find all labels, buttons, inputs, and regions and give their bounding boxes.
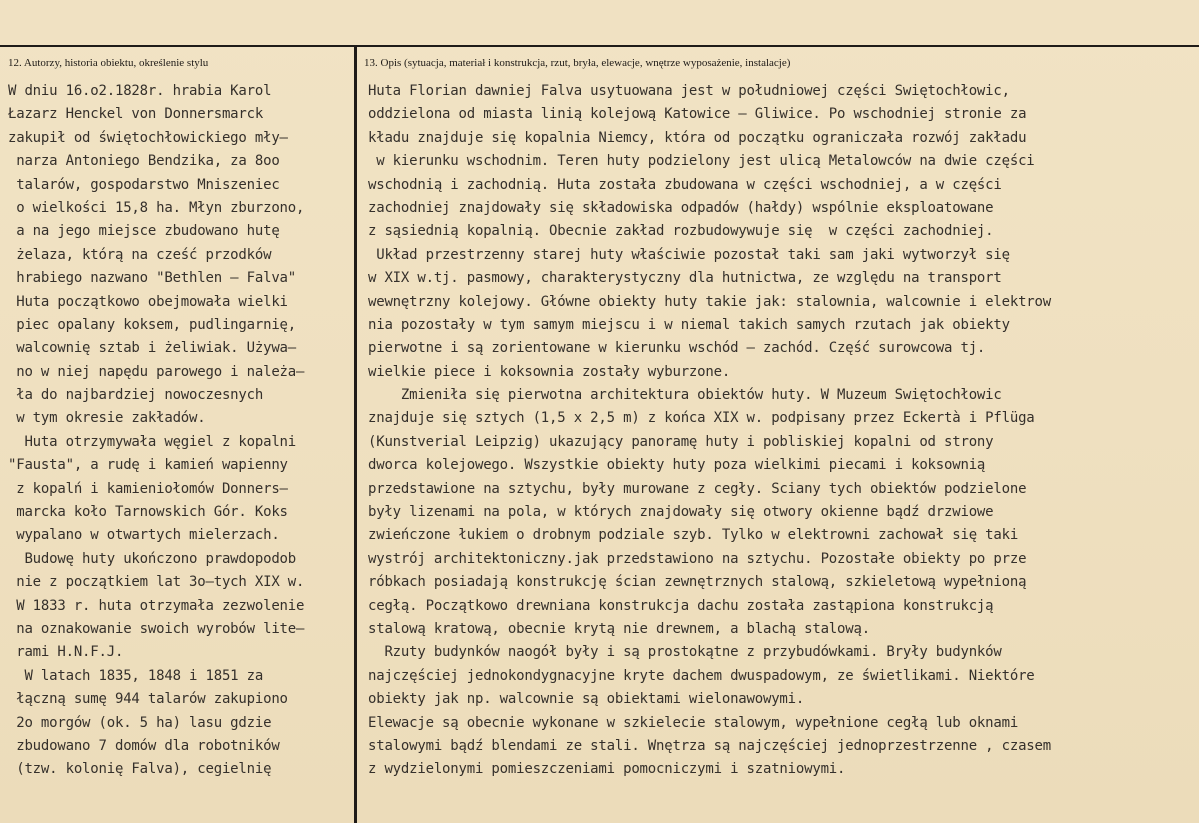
left-column-text	[8, 80, 350, 782]
text-line: a na jego miejsce zbudowano hutę	[8, 223, 280, 240]
text-line: zwieńczone łukiem o drobnym podziale szyb. Tylko w elektrowni zachował się taki	[368, 527, 1019, 544]
text-line: hrabiego nazwano "Bethlen – Falva"	[8, 270, 297, 287]
text-line: najczęściej jednokondygnacyjne kryte dachem dwuspadowym, ze świetlikami. Niektóre	[368, 667, 1035, 684]
text-line: wschodnią i zachodnią. Huta została zbudowana w części wschodniej, a w części	[368, 176, 1002, 193]
top-margin	[0, 0, 1199, 44]
left-column-heading: 12. Autorzy, historia obiektu, określenie stylu	[8, 57, 209, 69]
text-line: nie z początkiem lat 3o–tych XIX w.	[8, 574, 305, 591]
right-column-heading: 13. Opis (sytuacja, materiał i konstrukcja, rzut, bryła, elewacje, wnętrze wyposażenie, instalacje)	[364, 57, 791, 69]
text-line: no w niej napędu parowego i należa–	[8, 363, 305, 380]
text-line: zbudowano 7 domów dla robotników	[8, 737, 280, 754]
text-line: wystrój architektoniczny.jak przedstawiono na sztychu. Pozostałe obiekty po prze	[368, 550, 1027, 567]
text-line: były lizenami na pola, w których znajdowały się otwory okienne bądź drzwiowe	[368, 504, 994, 521]
text-line: (Kunstverial Leipzig) ukazujący panoramę huty i pobliskiej kopalni od strony	[368, 433, 994, 450]
text-line: łączną sumę 944 talarów zakupiono	[8, 691, 288, 708]
text-line: ła do najbardziej nowoczesnych	[8, 387, 264, 404]
text-line: Elewacje są obecnie wykonane w szkielecie stalowym, wypełnione cegłą lub oknami	[368, 714, 1019, 731]
text-line: zakupił od świętochłowickiego mły–	[8, 129, 288, 146]
text-line: stalową kratową, obecnie krytą nie drewnem, a blachą stalową.	[368, 620, 870, 637]
text-line: W dniu 16.o2.1828r. hrabia Karol	[8, 83, 272, 99]
text-line: rami H.N.F.J.	[8, 644, 124, 661]
text-line: Zmieniła się pierwotna architektura obiektów huty. W Muzeum Swiętochłowic	[368, 387, 1002, 404]
text-line: wielkie piece i koksownia zostały wyburzone.	[368, 363, 731, 380]
column-divider	[354, 45, 357, 823]
text-line: Łazarz Henckel von Donnersmarck	[8, 106, 264, 123]
text-line: piec opalany koksem, pudlingarnię,	[8, 316, 297, 333]
text-line: Huta otrzymywała węgiel z kopalni	[8, 433, 297, 450]
text-line: znajduje się sztych (1,5 x 2,5 m) z końca XIX w. podpisany przez Eckertà i Pflüga	[368, 410, 1035, 427]
text-line: dworca kolejowego. Wszystkie obiekty huty poza wielkimi piecami i koksownią	[368, 457, 986, 474]
text-line: oddzielona od miasta linią kolejową Katowice – Gliwice. Po wschodniej stronie za	[368, 106, 1027, 123]
text-line: o wielkości 15,8 ha. Młyn zburzono,	[8, 199, 305, 216]
text-line: talarów, gospodarstwo Mniszeniec	[8, 176, 280, 193]
text-line: wewnętrzny kolejowy. Główne obiekty huty takie jak: stalownia, walcownie i elektrow	[368, 293, 1051, 310]
text-line: Rzuty budynków naogół były i są prostokątne z przybudówkami. Bryły budynków	[368, 644, 1002, 661]
header-rule	[0, 45, 1199, 47]
text-line: Budowę huty ukończono prawdopodob	[8, 550, 297, 567]
text-line: w tym okresie zakładów.	[8, 410, 206, 427]
text-line: Huta początkowo obejmowała wielki	[8, 293, 288, 310]
text-line: żelaza, którą na cześć przodków	[8, 246, 272, 263]
text-line: narza Antoniego Bendzika, za 8oo	[8, 153, 280, 170]
text-line: Huta Florian dawniej Falva usytuowana jest w południowej części Swiętochłowic,	[368, 83, 1010, 99]
text-line: marcka koło Tarnowskich Gór. Koks	[8, 504, 288, 521]
text-line: nia pozostały w tym samym miejscu i w niemal takich samych rzutach jak obiekty	[368, 316, 1010, 333]
text-line: stalowymi bądź blendami ze stali. Wnętrza są najczęściej jednoprzestrzenne , czasem	[368, 737, 1051, 754]
text-line: w XIX w.tj. pasmowy, charakterystyczny dla hutnictwa, ze względu na transport	[368, 270, 1002, 287]
text-line: 2o morgów (ok. 5 ha) lasu gdzie	[8, 714, 272, 731]
text-line: w kierunku wschodnim. Teren huty podzielony jest ulicą Metalowców na dwie części	[368, 153, 1035, 170]
text-line: obiekty jak np. walcownie są obiektami wielonawowymi.	[368, 691, 805, 708]
text-line: z sąsiednią kopalnią. Obecnie zakład rozbudowywuje się w części zachodniej.	[368, 223, 994, 240]
text-line: pierwotne i są zorientowane w kierunku wschód – zachód. Część surowcowa tj.	[368, 340, 986, 357]
right-column-text	[368, 80, 1198, 782]
text-line: zachodniej znajdowały się składowiska odpadów (hałdy) wspólnie eksploatowane	[368, 199, 994, 216]
text-line: wypalano w otwartych mielerzach.	[8, 527, 280, 544]
text-line: kładu znajduje się kopalnia Niemcy, która od początku ograniczała rozwój zakładu	[368, 129, 1027, 146]
text-line: z wydzielonymi pomieszczeniami pomocniczymi i szatniowymi.	[368, 761, 846, 778]
text-line: cegłą. Początkowo drewniana konstrukcja dachu została zastąpiona konstrukcją	[368, 597, 994, 614]
text-line: W 1833 r. huta otrzymała zezwolenie	[8, 597, 305, 614]
text-line: róbkach posiadają konstrukcję ścian zewnętrznych stalową, szkieletową wypełnioną	[368, 574, 1027, 591]
text-line: na oznakowanie swoich wyrobów lite–	[8, 620, 305, 637]
text-line: W latach 1835, 1848 i 1851 za	[8, 667, 264, 684]
text-line: "Fausta", a rudę i kamień wapienny	[8, 457, 288, 474]
text-line: walcownię sztab i żeliwiak. Używa–	[8, 340, 297, 357]
text-line: z kopalń i kamieniołomów Donners–	[8, 480, 288, 497]
text-line: przedstawione na sztychu, były murowane z cegły. Sciany tych obiektów podzielone	[368, 480, 1027, 497]
text-line: Układ przestrzenny starej huty właściwie pozostał taki sam jaki wytworzył się	[368, 246, 1010, 263]
text-line: (tzw. kolonię Falva), cegielnię	[8, 761, 272, 778]
